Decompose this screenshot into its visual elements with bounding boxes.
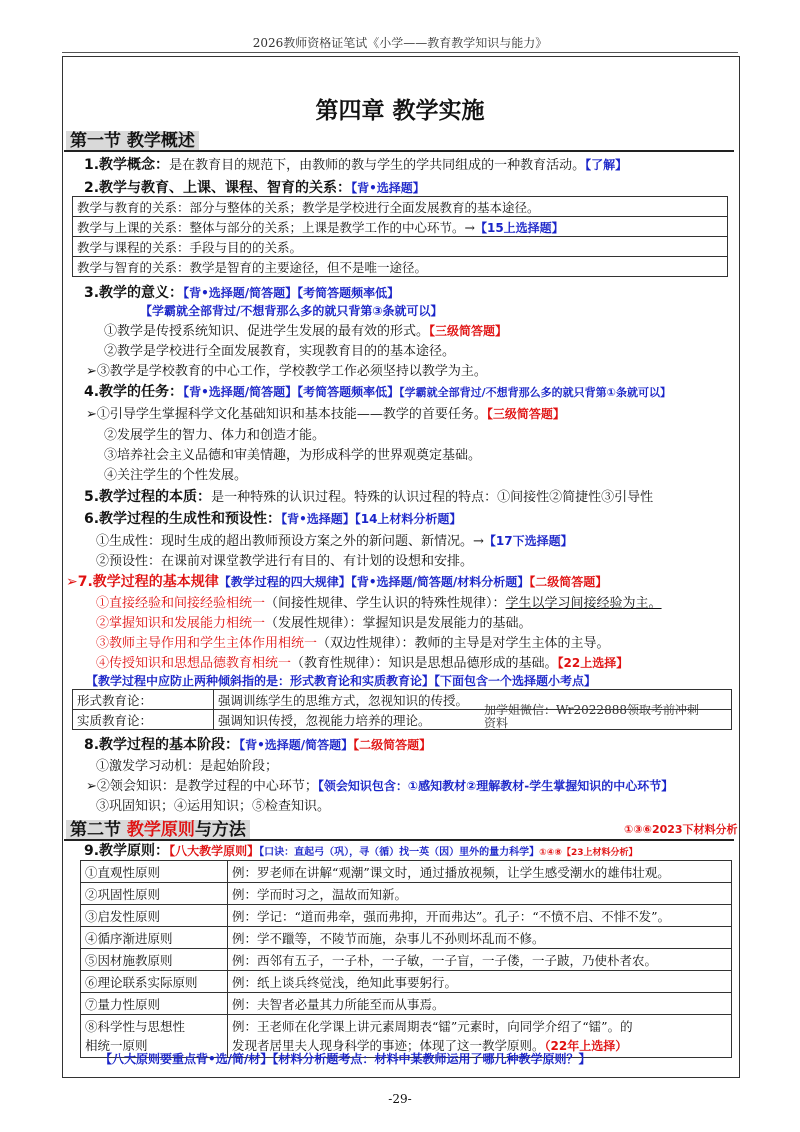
item-4-line-2: ②发展学生的智力、体力和创造才能。 <box>104 428 326 443</box>
item-5 <box>84 486 653 506</box>
item-6-line-2: ②预设性：在课前对课堂教学进行有目的、有计划的设想和安排。 <box>96 554 474 569</box>
table-row: 教学与教育的关系：部分与整体的关系；教学是学校进行全面发展教育的基本途径。 <box>73 197 728 217</box>
item-8-tag1: 【背•选择题/简答题】 <box>239 738 354 752</box>
item-7-line-3: ③教师主导作用和学生主体作用相统一（双边性规律）：教师的主导是对学生主体的主导。 <box>96 636 610 651</box>
item-8 <box>84 734 431 754</box>
arrow-icon: ➢ <box>86 364 97 379</box>
item-3-tag1: 【背•选择题/简答题】 <box>183 286 298 300</box>
item-2-label: 2.教学与教育、上课、课程、智育的关系： <box>84 180 352 196</box>
item-7-tag1: 【教学过程的四大规律】 <box>218 575 351 589</box>
item-9-tag2: 【口诀：直起弓（巩），寻（循）找一英（因）里外的量力科学】 <box>259 847 540 858</box>
item-9-label: 9.教学原则： <box>84 843 170 859</box>
table-row: ⑥理论联系实际原则 例：纸上谈兵终觉浅，绝知此事要躬行。 <box>81 971 732 993</box>
section-1-title: 第一节 教学概述 <box>66 131 199 151</box>
item-1-text: 是在教育目的规范下，由教师的教与学生的学共同组成的一种教育活动。 <box>169 158 586 173</box>
table-row: 形式教育论： 强调训练学生的思维方式，忽视知识的传授。 <box>73 690 732 710</box>
table-row: ④循序渐进原则 例：学不躐等，不陵节而施，杂事儿不孙则坏乱而不修。 <box>81 927 732 949</box>
item-4-tag2: 【考简答题频率低】 <box>297 385 400 399</box>
page-number: -29- <box>388 1092 412 1106</box>
item-7-line-1: ①直接经验和间接经验相统一（间接性规律、学生认识的特殊性规律）：学生以学习间接经验为主。 <box>96 596 662 611</box>
section-2-tag-right: ①③⑥2023下材料分析 <box>624 823 738 836</box>
item-8-line-1: ①激发学习动机：是起始阶段； <box>96 759 279 774</box>
item-5-label: 5.教学过程的本质： <box>84 489 212 505</box>
item-8-line-2: ➢②领会知识：是教学过程的中心环节；【领会知识包含：①感知教材②理解教材-学生掌握知识的中心环节】 <box>86 779 674 794</box>
section-2-title: 第二节 教学原则与方法 <box>66 820 250 840</box>
item-1 <box>84 154 627 174</box>
section-2-heading <box>66 815 250 840</box>
item-7-line-2: ②掌握知识和发展能力相统一（发展性规律）：掌握知识是发展能力的基础。 <box>96 616 532 631</box>
section-1-rule <box>64 150 734 152</box>
item-4-tag3: 【学霸就全部背过/不想背那么多的就只背第①条就可以】 <box>399 386 671 399</box>
item-7-note: 【教学过程中应防止两种倾斜指的是：形式教育论和实质教育论】【下面包含一个选择题小考点】 <box>86 674 597 688</box>
item-7 <box>66 571 607 591</box>
item-6-label: 6.教学过程的生成性和预设性： <box>84 511 282 527</box>
item-6-tag2: 【14上材料分析题】 <box>354 512 462 526</box>
item-9-note: 【八大原则要重点背•选/简/材】【材料分析题考点：材料中某教师运用了哪几种教学原则？】 <box>100 1052 591 1066</box>
principles-table <box>80 860 732 1058</box>
item-1-label: 1.教学概念： <box>84 157 170 173</box>
item-9-tag1: 【八大教学原则】 <box>169 844 260 858</box>
table-row: 教学与智育的关系：教学是智育的主要途径，但不是唯一途径。 <box>73 257 728 277</box>
table-row: ②巩固性原则 例：学而时习之，温故而知新。 <box>81 883 732 905</box>
item-4 <box>84 381 671 401</box>
item-9-tag3: ①④⑧【23上材料分析】 <box>539 848 638 858</box>
table-row: ⑤因材施教原则 例：西邻有五子，一子朴，一子敏，一子盲，一子偻，一子跛，乃使朴者农。 <box>81 949 732 971</box>
item-8-tag2: 【二级简答题】 <box>353 738 432 752</box>
relations-table <box>72 196 728 277</box>
item-3-line-2: ②教学是学校进行全面发展教育，实现教育目的的基本途径。 <box>104 344 456 359</box>
table-row: ⑧科学性与思想性 相统一原则 例：王老师在化学课上讲元素周期表“镭”元素时，向同学介绍了“镭”。的 发现者居里夫人现身科学的事迹；体现了这一教学原则。（22年上选择） <box>81 1015 732 1058</box>
item-7-tag3: 【二级简答题】 <box>529 575 608 589</box>
table-row: ⑦量力性原则 例：夫智者必量其力所能至而从事焉。 <box>81 993 732 1015</box>
item-2 <box>84 177 425 197</box>
item-4-line-4: ④关注学生的个性发展。 <box>104 468 248 483</box>
item-4-line-1: ➢①引导学生掌握科学文化基础知识和基本技能——教学的首要任务。【三级简答题】 <box>86 407 565 422</box>
item-7-tag2: 【背•选择题/简答题/材料分析题】 <box>350 575 530 589</box>
table-row: ①直观性原则 例：罗老师在讲解“观潮”课文时，通过播放视频，让学生感受潮水的雄伟壮观。 <box>81 861 732 883</box>
item-8-label: 8.教学过程的基本阶段： <box>84 737 240 753</box>
item-7-line-4: ④传授知识和思想品德教育相统一（教育性规律）：知识是思想品德形成的基础。【22上选择】 <box>96 656 629 671</box>
item-2-tag: 【背•选择题】 <box>351 181 425 195</box>
item-9 <box>84 840 637 860</box>
section-1-heading <box>66 126 199 151</box>
item-3-label: 3.教学的意义： <box>84 285 184 301</box>
table-row: 教学与上课的关系：整体与部分的关系；上课是教学工作的中心环节。→【15上选择题】 <box>73 217 728 237</box>
item-7-label: ➢7.教学过程的基本规律 <box>66 574 219 590</box>
item-8-line-3: ③巩固知识；④运用知识；⑤检查知识。 <box>96 799 331 814</box>
item-3-note: 【学霸就全部背过/不想背那么多的就只背第③条就可以】 <box>140 304 443 318</box>
item-1-tag: 【了解】 <box>585 158 628 172</box>
item-5-text: 是一种特殊的认识过程。特殊的认识过程的特点：①间接性②简捷性③引导性 <box>211 490 654 505</box>
item-3-line-3: ➢③教学是学校教育的中心工作，学校教学工作必须坚持以教学为主。 <box>86 364 487 379</box>
table-row: 实质教育论： 强调知识传授，忽视能力培养的理论。 <box>73 710 732 730</box>
item-4-line-3: ③培养社会主义品德和审美情趣，为形成科学的世界观奠定基础。 <box>104 448 482 463</box>
arrow-icon: ➢ <box>86 779 97 794</box>
item-6-tag1: 【背•选择题】 <box>281 512 355 526</box>
item-3-line-1: ①教学是传授系统知识、促进学生发展的最有效的形式。【三级简答题】 <box>104 324 508 339</box>
table-row: 教学与课程的关系：手段与目的的关系。 <box>73 237 728 257</box>
table-row: ③启发性原则 例：学记：“道而弗牵，强而弗抑，开而弗达”。孔子：“不愤不启、不悱不发”。 <box>81 905 732 927</box>
item-4-tag1: 【背•选择题/简答题】 <box>183 385 298 399</box>
item-6-line-1: ①生成性：现时生成的超出教师预设方案之外的新问题、新情况。→【17下选择题】 <box>96 534 573 549</box>
item-3-tag2: 【考简答题频率低】 <box>297 286 400 300</box>
watermark: 加学姐微信：Wr2022888领取考前冲刺 资料 <box>484 703 699 730</box>
item-3 <box>84 282 399 302</box>
chapter-title: 第四章 教学实施 <box>315 98 485 124</box>
header-rule <box>62 52 738 53</box>
page-header: 2026教师资格证笔试《小学——教育教学知识与能力》 <box>252 36 548 50</box>
item-6 <box>84 508 461 528</box>
arrow-icon: ➢ <box>86 407 97 422</box>
item-4-label: 4.教学的任务： <box>84 384 184 400</box>
